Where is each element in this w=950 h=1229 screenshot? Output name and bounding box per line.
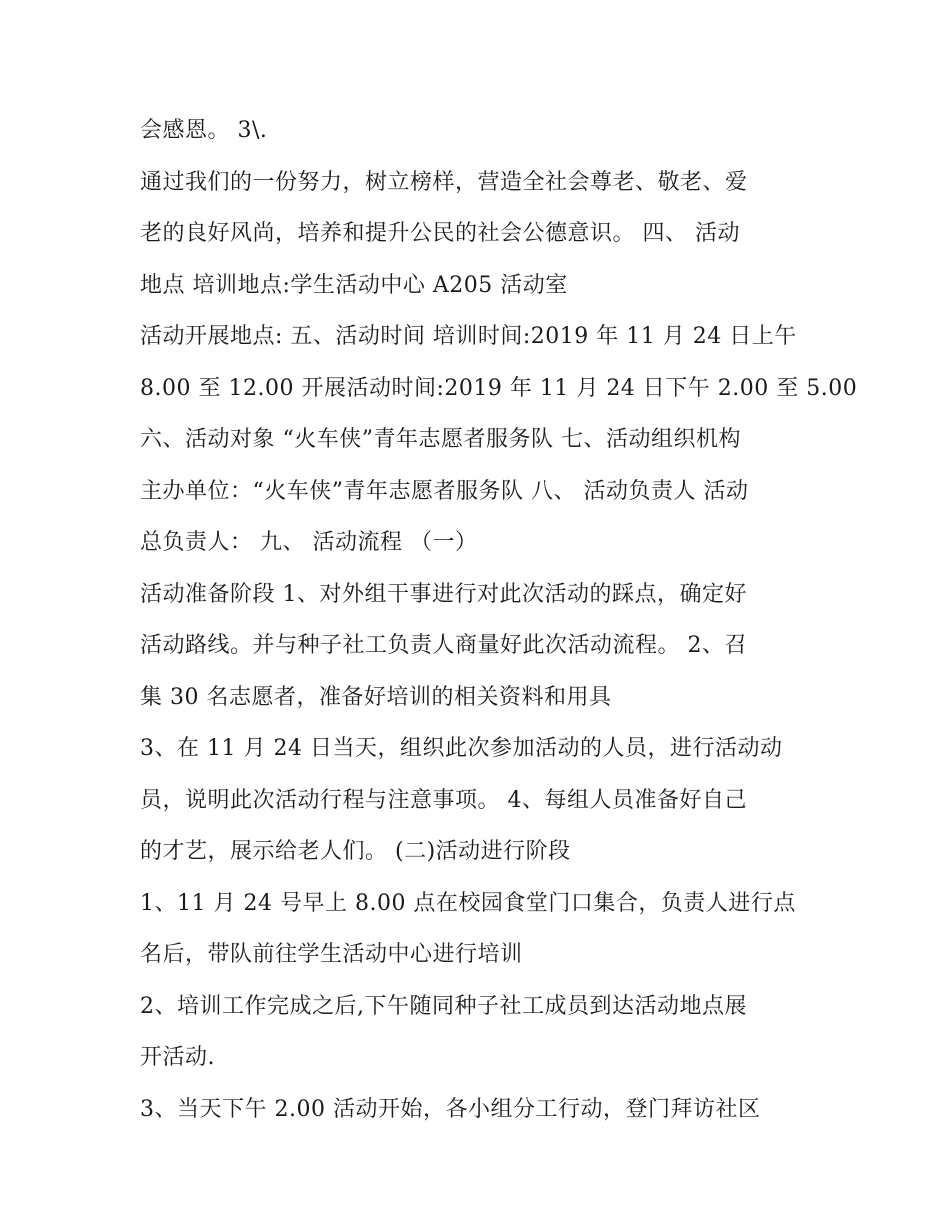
text-line: 通过我们的一份努力，树立榜样，营造全社会尊老、敬老、爱 [140,169,748,195]
text-line: 总负责人： 九、 活动流程 （一） [140,530,478,555]
text-line: 1、11 月 24 号早上 8.00 点在校园食堂门口集合，负责人进行点 [140,890,796,916]
text-line: 集 30 名志愿者，准备好培训的相关资料和用具 [140,684,612,710]
text-line: 3、在 11 月 24 日当天，组织此次参加活动的人员，进行活动动 [140,736,783,761]
text-line: 员，说明此次活动行程与注意事项。 4、每组人员准备好自己 [140,787,747,813]
text-line: 8.00 至 12.00 开展活动时间:2019 年 11 月 24 日下午 2.00 至 5.00 [140,375,858,401]
text-line: 六、活动对象 “火车侠”青年志愿者服务队 七、活动组织机构 [140,427,741,452]
text-line: 的才艺，展示给老人们。 (二)活动进行阶段 [140,839,571,864]
text-line: 3、当天下午 2.00 活动开始，各小组分工行动，登门拜访社区 [140,1096,761,1122]
text-line: 地点 培训地点:学生活动中心 A205 活动室 [140,272,568,298]
text-line: 老的良好风尚，培养和提升公民的社会公德意识。 四、 活动 [140,221,740,246]
document-body [140,105,858,1135]
text-line: 活动准备阶段 1、对外组干事进行对此次活动的踩点，确定好 [140,581,747,607]
text-line: 会感恩。 3\. [140,118,268,143]
text-line: 2、培训工作完成之后,下午随同种子社工成员到达活动地点展 [140,993,747,1019]
text-line: 活动路线。并与种子社工负责人商量好此次活动流程。 2、召 [140,633,747,658]
text-line: 主办单位：“火车侠”青年志愿者服务队 八、 活动负责人 活动 [140,478,749,504]
text-line: 活动开展地点: 五、活动时间 培训时间:2019 年 11 月 24 日上午 [140,324,797,349]
text-line: 名后，带队前往学生活动中心进行培训 [140,942,523,967]
text-line: 开活动. [140,1045,215,1070]
